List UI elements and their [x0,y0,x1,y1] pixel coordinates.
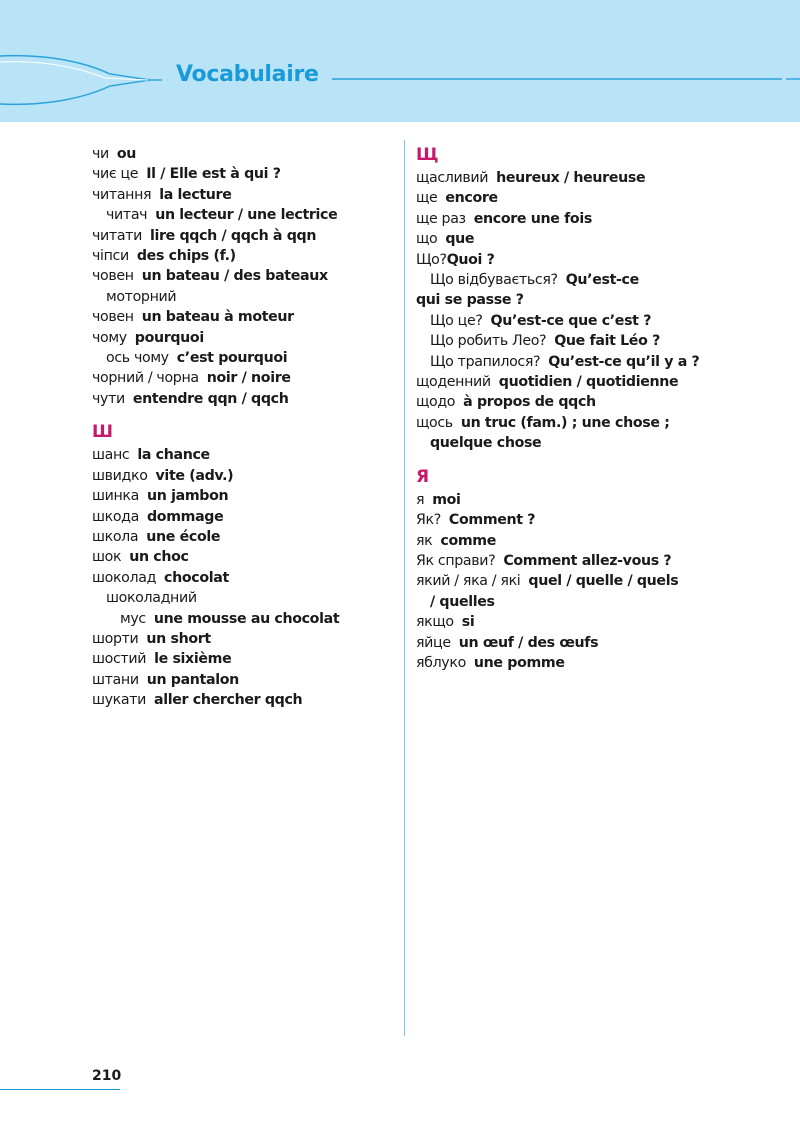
letter-heading: Щ [416,145,439,165]
ukrainian-term: ось чому [106,350,169,367]
french-translation: un short [146,630,211,647]
french-translation: quelque chose [430,435,542,452]
vocab-entry [416,168,796,188]
vocab-entry [92,307,432,327]
french-translation: le sixième [154,651,232,668]
ukrainian-term: шок [92,549,122,566]
vocab-entry [416,290,796,310]
french-translation: comme [440,532,497,549]
vocab-entry [416,188,796,208]
vocab-entry [416,372,796,392]
ukrainian-term: читач [106,207,148,224]
ukrainian-term: Що робить Лео? [430,333,547,350]
ukrainian-term: Як? [416,512,441,529]
french-translation: Qu’est-ce qu’il y a ? [548,353,700,370]
vocab-entry [416,653,796,673]
vocab-entry [92,368,432,388]
french-translation: un bateau à moteur [141,309,294,326]
vocab-entry [416,633,796,653]
ukrainian-term: шостий [92,651,147,668]
ukrainian-term: ще [416,190,438,207]
ukrainian-term: чиє це [92,166,139,183]
vocab-entry [92,609,432,629]
french-translation: un choc [129,549,189,566]
vocab-entry [92,246,432,266]
ukrainian-term: шоколадний [106,590,197,607]
french-translation: des chips (f.) [136,248,236,265]
column-divider [404,140,405,1036]
ukrainian-term: який / яка / які [416,573,521,590]
vocab-entry [92,389,432,409]
ukrainian-term: що [416,231,438,248]
ukrainian-term: Що це? [430,312,483,329]
ukrainian-term: моторний [106,288,177,305]
french-translation: la lecture [159,186,232,203]
vocab-entry [416,331,796,351]
ukrainian-term: човен [92,268,134,285]
french-translation: quel / quelle / quels [528,573,679,590]
vocab-entry [416,510,796,530]
french-translation: Que fait Léo ? [554,333,660,350]
french-translation: entendre qqn / qqch [132,390,289,407]
ukrainian-term: щасливий [416,170,489,186]
french-translation: chocolat [164,569,229,586]
french-translation: moi [432,491,461,508]
vocab-entry [92,649,432,669]
vocab-entry [92,588,432,608]
french-translation: Comment allez-vous ? [503,552,672,569]
french-translation: / quelles [430,593,495,610]
french-translation: aller chercher qqch [154,692,303,709]
vocab-entry [92,547,432,567]
vocab-entry [416,592,796,612]
vocab-entry [92,164,432,184]
french-translation: un lecteur / une lectrice [155,207,338,224]
french-translation: la chance [137,447,210,464]
french-translation: qui se passe ? [416,292,524,309]
vocab-entry [92,144,432,164]
ukrainian-term: читання [92,186,152,203]
ukrainian-term: щось [416,414,453,431]
vocab-entry [416,612,796,632]
french-translation: heureux / heureuse [496,170,646,186]
letter-heading: Я [416,466,430,487]
french-translation: Qu’est-ce [565,272,639,289]
ukrainian-term: я [416,491,425,508]
vocab-entry [92,328,432,348]
french-translation: un bateau / des bateaux [141,268,328,285]
vocab-entry [416,490,796,510]
ukrainian-term: якщо [416,614,454,631]
french-translation: un truc (fam.) ; une chose ; [460,414,670,431]
header-banner [0,0,800,122]
ukrainian-term: шкода [92,508,139,525]
vocab-entry [416,209,796,229]
french-translation: pourquoi [134,329,204,346]
ukrainian-term: чи [92,146,109,162]
ukrainian-term: чути [92,390,125,407]
french-translation: un pantalon [146,671,239,688]
letter-heading: Ш [92,422,114,443]
vocab-entry [92,287,432,307]
french-translation: une école [146,528,221,545]
french-translation: lire qqch / qqch à qqn [149,227,317,244]
vocab-entry [416,571,796,591]
footer-rule [0,1089,120,1090]
vocab-entry [92,466,432,486]
ukrainian-term: Що відбувається? [430,272,558,289]
ukrainian-term: шинка [92,488,139,505]
ukrainian-term: як [416,532,433,549]
ukrainian-term: чому [92,329,127,346]
ukrainian-term: мус [120,610,146,627]
ukrainian-term: шанс [92,447,130,464]
vocab-entry [92,445,432,465]
ukrainian-term: Що трапилося? [430,353,541,370]
french-translation: encore une fois [473,210,592,227]
ukrainian-term: яйце [416,634,451,651]
ukrainian-term: шоколад [92,569,157,586]
vocab-entry [416,531,796,551]
ukrainian-term: чіпси [92,248,129,265]
vocab-entry [416,413,796,433]
vocab-entry [92,527,432,547]
ukrainian-term: Що? [416,251,447,268]
french-translation: Qu’est-ce que c’est ? [490,312,652,329]
french-translation: si [461,614,475,631]
french-translation: c’est pourquoi [176,350,288,367]
vocab-entry [92,670,432,690]
french-translation: Il / Elle est à qui ? [146,166,281,183]
ukrainian-term: школа [92,528,139,545]
french-translation: Quoi ? [446,251,495,268]
french-translation: un œuf / des œufs [458,634,599,651]
vocab-entry [92,507,432,527]
ukrainian-term: штани [92,671,139,688]
vocabulary-column-left [92,144,432,711]
vocab-entry [92,690,432,710]
french-translation: dommage [147,508,224,525]
ukrainian-term: Як справи? [416,552,496,569]
ukrainian-term: ще раз [416,210,466,227]
ukrainian-term: швидко [92,467,148,484]
vocab-entry [416,250,796,270]
vocab-entry [92,629,432,649]
french-translation: noir / noire [206,370,291,387]
vocab-entry [92,226,432,246]
vocab-entry [416,229,796,249]
vocab-entry [416,352,796,372]
ukrainian-term: яблуко [416,654,466,671]
ukrainian-term: шукати [92,692,147,709]
vocab-entry [92,185,432,205]
ukrainian-term: чорний / чорна [92,370,199,387]
french-translation: encore [445,190,498,207]
vocab-entry [416,311,796,331]
vocab-entry [92,205,432,225]
ukrainian-term: читати [92,227,142,244]
french-translation: un jambon [147,488,229,505]
page-number: 210 [92,1068,122,1084]
vocab-entry [416,270,796,290]
french-translation: vite (adv.) [155,467,234,484]
french-translation: ou [116,146,137,162]
ukrainian-term: шорти [92,630,139,647]
french-translation: Comment ? [448,512,536,529]
vocab-entry [416,392,796,412]
french-translation: une pomme [473,654,565,671]
vocab-entry [92,348,432,368]
ukrainian-term: човен [92,309,134,326]
ukrainian-term: щодо [416,394,456,411]
french-translation: à propos de qqch [463,394,596,411]
vocab-entry [416,551,796,571]
vocabulary-column-right [416,144,796,673]
french-translation: quotidien / quotidienne [498,374,679,391]
vocab-entry [92,486,432,506]
vocab-entry [92,266,432,286]
vocab-entry [416,433,796,453]
banner-swoosh-decoration [0,0,800,122]
french-translation: une mousse au chocolat [153,610,340,627]
ukrainian-term: щоденний [416,374,491,391]
vocab-entry [92,568,432,588]
section-title: Vocabulaire [176,62,319,87]
french-translation: que [445,231,475,248]
